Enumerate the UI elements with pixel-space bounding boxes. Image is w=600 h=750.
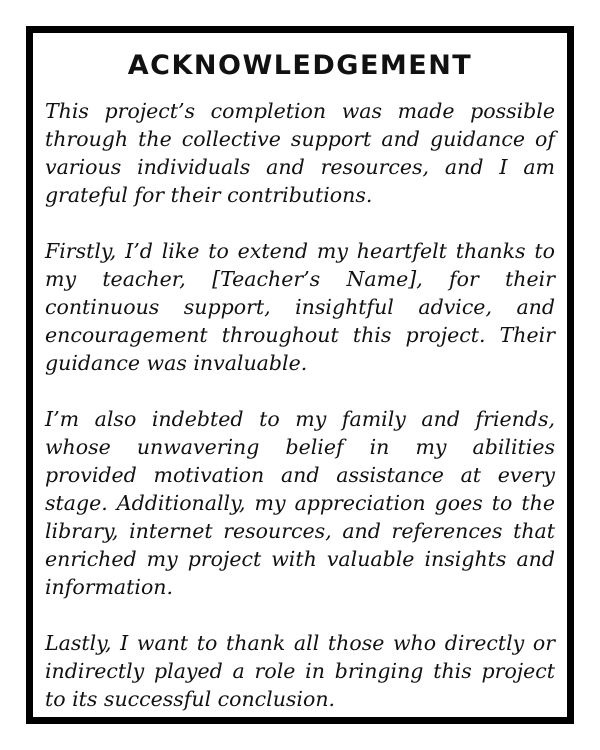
- acknowledgement-body: [45, 97, 555, 713]
- paragraph-intro: This project’s completion was made possible through the collective support and guidance of various individuals and resources, and I am grateful for their contributions.: [45, 99, 555, 207]
- paragraph-conclusion: Lastly, I want to thank all those who directly or indirectly played a role in bringing this project to its successful conclusion.: [45, 631, 555, 711]
- document-frame: [26, 26, 574, 724]
- paragraph-teacher-thanks: Firstly, I’d like to extend my heartfelt thanks to my teacher, [Teacher’s Name], for their continuous support, insightful advice, and encouragement throughout this project. Their guidance was invaluable.: [45, 239, 555, 375]
- page-title: ACKNOWLEDGEMENT: [127, 50, 473, 81]
- paragraph-family-friends: I’m also indebted to my family and friends, whose unwavering belief in my abilities provided motivation and assistance at every stage. Additionally, my appreciation goes to the library, internet resources, and references that enriched my project with valuable insights and information.: [45, 407, 555, 599]
